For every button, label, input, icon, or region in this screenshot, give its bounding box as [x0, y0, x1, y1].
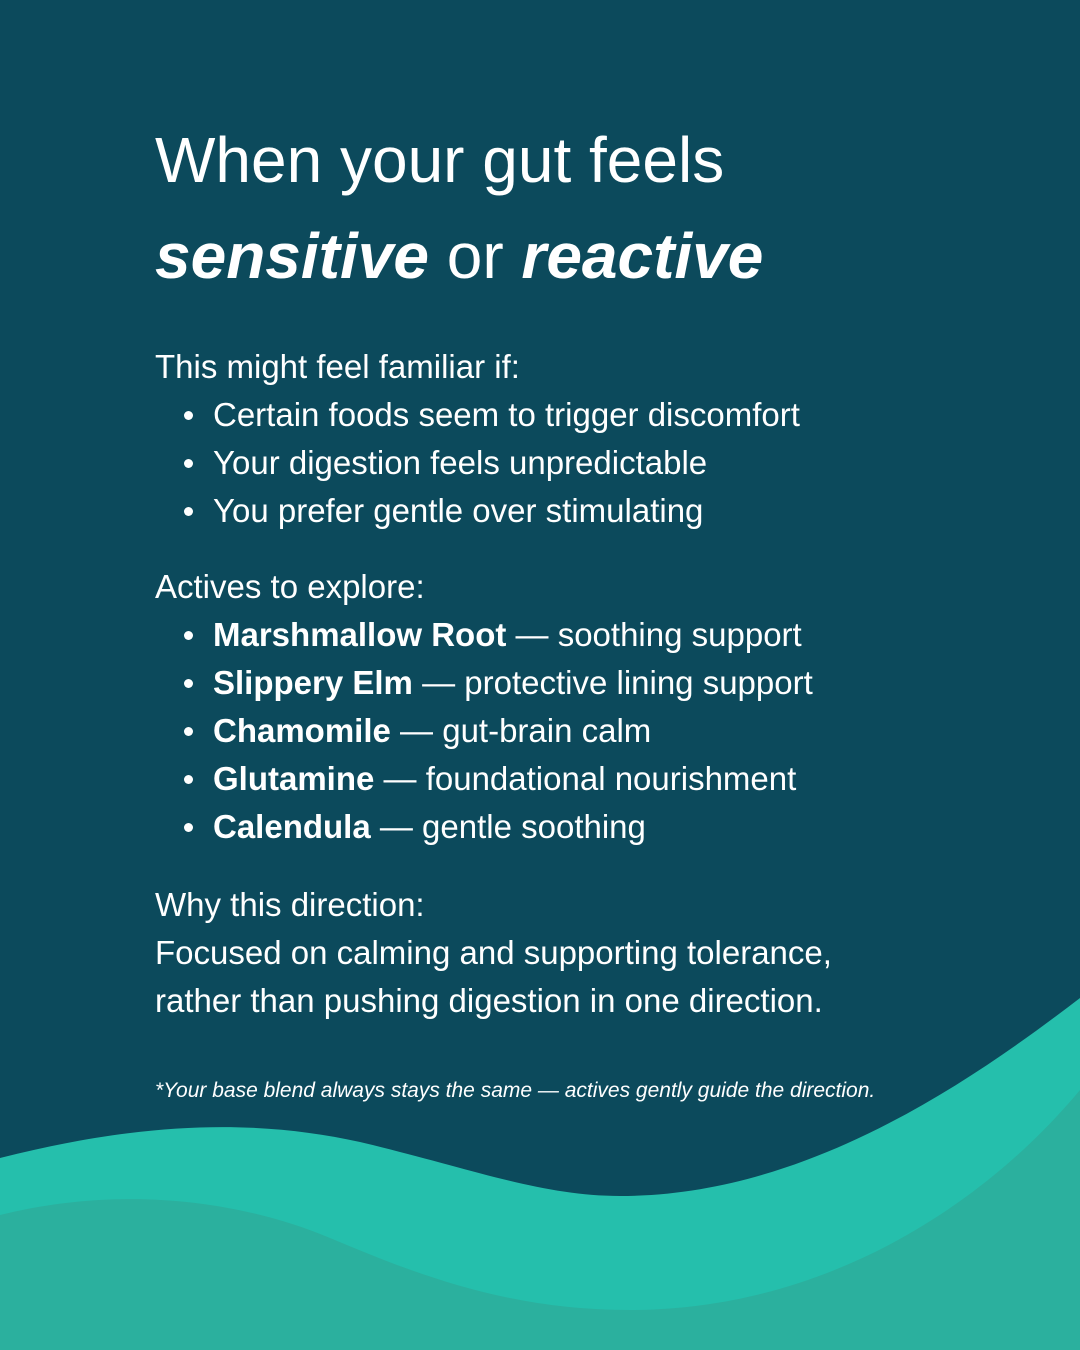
title-line-2 — [155, 208, 1015, 304]
title-line-1: When your gut feels — [155, 124, 725, 196]
active-name: Marshmallow Root — [213, 616, 507, 653]
bullet-icon — [184, 631, 193, 640]
bullet-icon — [184, 411, 193, 420]
title-emphasis-sensitive: sensitive — [155, 220, 429, 292]
actives-list — [155, 611, 1015, 851]
footnote: *Your base blend always stays the same — actives gently guide the direction. — [155, 1079, 876, 1102]
active-description: — foundational nourishment — [374, 760, 797, 797]
familiar-list — [155, 391, 1015, 535]
bullet-icon — [184, 459, 193, 468]
active-name: Chamomile — [213, 712, 391, 749]
familiar-item-text: Certain foods seem to trigger discomfort — [213, 396, 800, 433]
list-item — [155, 803, 1015, 851]
familiar-item-text: Your digestion feels unpredictable — [213, 444, 708, 481]
bullet-icon — [184, 823, 193, 832]
bullet-icon — [184, 727, 193, 736]
familiar-heading: This might feel familiar if: — [155, 348, 520, 385]
why-heading: Why this direction: — [155, 886, 425, 923]
list-item — [155, 391, 1015, 439]
list-item — [155, 755, 1015, 803]
active-description: — gut-brain calm — [390, 712, 652, 749]
list-item — [155, 487, 1015, 535]
why-description — [155, 929, 1015, 1025]
active-name: Glutamine — [213, 760, 375, 797]
bullet-icon — [184, 679, 193, 688]
list-item — [155, 659, 1015, 707]
page-title — [155, 112, 1015, 304]
main-content — [155, 112, 1015, 1025]
active-description: — gentle soothing — [370, 808, 646, 845]
active-name: Calendula — [213, 808, 371, 845]
actives-heading: Actives to explore: — [155, 568, 425, 605]
active-description: — protective lining support — [412, 664, 813, 701]
why-line-2: rather than pushing digestion in one direction. — [155, 982, 823, 1019]
list-item — [155, 611, 1015, 659]
list-item — [155, 707, 1015, 755]
active-name: Slippery Elm — [213, 664, 413, 701]
bullet-icon — [184, 775, 193, 784]
bullet-icon — [184, 507, 193, 516]
title-emphasis-reactive: reactive — [521, 220, 764, 292]
why-line-1: Focused on calming and supporting tolerance, — [155, 934, 832, 971]
active-description: — soothing support — [506, 616, 802, 653]
list-item — [155, 439, 1015, 487]
familiar-item-text: You prefer gentle over stimulating — [213, 492, 704, 529]
title-connector: or — [428, 220, 522, 292]
